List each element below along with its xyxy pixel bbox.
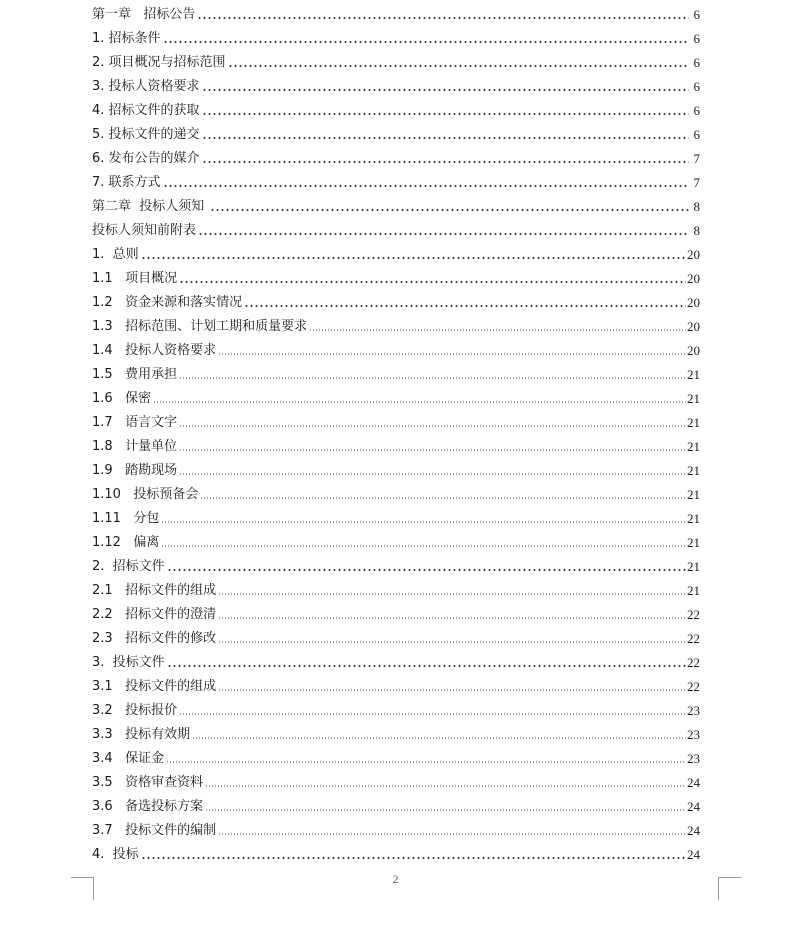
toc-entry-page-number[interactable]: 20 <box>687 271 700 286</box>
toc-dot-leader <box>244 304 686 308</box>
toc-entry-page-number[interactable]: 24 <box>687 775 700 790</box>
toc-entry-title[interactable]: 第二章 投标人须知 <box>92 199 209 214</box>
toc-entry-page-number[interactable]: 6 <box>693 79 700 94</box>
toc-entry-title[interactable]: 3.3 投标有效期 <box>92 727 191 742</box>
toc-entry-title[interactable]: 1.4 投标人资格要求 <box>92 343 217 358</box>
toc-entry[interactable] <box>92 312 700 336</box>
toc-entry-page-number[interactable]: 21 <box>687 559 700 574</box>
toc-entry-title[interactable]: 1.1 项目概况 <box>92 271 178 286</box>
toc-entry-page-number[interactable]: 8 <box>693 199 700 214</box>
toc-entry-page-number[interactable]: 21 <box>687 439 700 454</box>
table-of-contents <box>92 0 700 864</box>
toc-dot-leader <box>179 448 686 452</box>
toc-entry-title[interactable]: 1.3 招标范围、计划工期和质量要求 <box>92 319 308 334</box>
toc-entry-title[interactable]: 3. 投标文件 <box>92 655 165 670</box>
toc-entry[interactable] <box>92 336 700 360</box>
toc-entry[interactable] <box>92 360 700 384</box>
toc-entry[interactable] <box>92 552 700 576</box>
toc-entry-title[interactable]: 3.7 投标文件的编制 <box>92 823 217 838</box>
toc-entry-title[interactable]: 4. 投标 <box>92 847 139 862</box>
toc-entry-title[interactable]: 3.5 资格审查资料 <box>92 775 204 790</box>
toc-entry-page-number[interactable]: 20 <box>687 343 700 358</box>
toc-dot-leader <box>200 496 686 500</box>
toc-entry-page-number[interactable]: 21 <box>687 511 700 526</box>
toc-entry-title[interactable]: 第一章 招标公告 <box>92 7 196 22</box>
toc-entry-title[interactable]: 1.12 偏离 <box>92 535 160 550</box>
toc-dot-leader <box>141 856 686 860</box>
toc-entry-title[interactable]: 1. 招标条件 <box>92 31 161 46</box>
toc-dot-leader <box>218 688 686 692</box>
toc-entry-page-number[interactable]: 20 <box>687 319 700 334</box>
toc-entry-page-number[interactable]: 6 <box>693 31 700 46</box>
toc-entry-title[interactable]: 1.11 分包 <box>92 511 160 526</box>
toc-dot-leader <box>228 64 689 68</box>
toc-dot-leader <box>179 376 686 380</box>
toc-entry-title[interactable]: 3.4 保证金 <box>92 751 165 766</box>
toc-entry-page-number[interactable]: 22 <box>687 655 700 670</box>
toc-entry[interactable] <box>92 72 700 96</box>
toc-entry-title[interactable]: 2.2 招标文件的澄清 <box>92 607 217 622</box>
toc-entry-page-number[interactable]: 21 <box>687 487 700 502</box>
toc-dot-leader <box>202 88 689 92</box>
toc-dot-leader <box>153 400 686 404</box>
toc-dot-leader <box>167 664 686 668</box>
toc-entry-title[interactable]: 1.6 保密 <box>92 391 152 406</box>
toc-dot-leader <box>218 640 686 644</box>
toc-dot-leader <box>218 352 686 356</box>
toc-dot-leader <box>218 616 686 620</box>
toc-entry[interactable] <box>92 24 700 48</box>
toc-entry-title[interactable]: 2. 招标文件 <box>92 559 165 574</box>
toc-entry[interactable] <box>92 0 700 24</box>
toc-entry-title[interactable]: 1.5 费用承担 <box>92 367 178 382</box>
toc-entry-page-number[interactable]: 21 <box>687 535 700 550</box>
toc-entry[interactable] <box>92 96 700 120</box>
toc-dot-leader <box>179 280 686 284</box>
toc-entry-page-number[interactable]: 21 <box>687 415 700 430</box>
toc-entry[interactable] <box>92 192 700 216</box>
toc-entry[interactable] <box>92 648 700 672</box>
toc-entry-title[interactable]: 1. 总则 <box>92 247 139 262</box>
toc-entry-page-number[interactable]: 6 <box>693 127 700 142</box>
toc-dot-leader <box>179 472 686 476</box>
toc-dot-leader <box>161 520 686 524</box>
toc-entry-page-number[interactable]: 21 <box>687 583 700 598</box>
toc-entry-title[interactable]: 3.2 投标报价 <box>92 703 178 718</box>
toc-entry-title[interactable]: 4. 招标文件的获取 <box>92 103 200 118</box>
toc-entry[interactable] <box>92 240 700 264</box>
toc-dot-leader <box>167 568 686 572</box>
toc-dot-leader <box>210 208 689 212</box>
toc-entry[interactable] <box>92 840 700 864</box>
toc-entry[interactable] <box>92 720 700 744</box>
toc-entry-title[interactable]: 5. 投标文件的递交 <box>92 127 200 142</box>
toc-dot-leader <box>179 712 686 716</box>
toc-entry[interactable] <box>92 816 700 840</box>
page-corner-mark-right <box>718 877 741 900</box>
toc-entry-title[interactable]: 2.3 招标文件的修改 <box>92 631 217 646</box>
toc-dot-leader <box>179 424 686 428</box>
toc-entry[interactable] <box>92 408 700 432</box>
toc-entry-page-number[interactable]: 6 <box>693 55 700 70</box>
toc-entry-page-number[interactable]: 7 <box>693 175 700 190</box>
toc-entry-page-number[interactable]: 21 <box>687 367 700 382</box>
toc-entry-title[interactable]: 2. 项目概况与招标范围 <box>92 55 226 70</box>
page-corner-mark-left <box>71 877 94 900</box>
toc-entry[interactable] <box>92 216 700 240</box>
toc-entry[interactable] <box>92 456 700 480</box>
toc-entry-page-number[interactable]: 23 <box>687 703 700 718</box>
toc-entry[interactable] <box>92 48 700 72</box>
toc-entry-title[interactable]: 1.7 语言文字 <box>92 415 178 430</box>
toc-entry-page-number[interactable]: 6 <box>693 103 700 118</box>
toc-entry-title[interactable]: 1.8 计量单位 <box>92 439 178 454</box>
toc-entry-page-number[interactable]: 23 <box>687 751 700 766</box>
toc-entry-title[interactable]: 3.6 备选投标方案 <box>92 799 204 814</box>
toc-dot-leader <box>218 832 686 836</box>
toc-entry[interactable] <box>92 744 700 768</box>
toc-entry-page-number[interactable]: 8 <box>693 223 700 238</box>
toc-entry-page-number[interactable]: 6 <box>693 7 700 22</box>
toc-entry[interactable] <box>92 432 700 456</box>
toc-entry-page-number[interactable]: 22 <box>687 679 700 694</box>
toc-dot-leader <box>202 160 689 164</box>
toc-dot-leader <box>192 736 686 740</box>
toc-entry-title[interactable]: 1.2 资金来源和落实情况 <box>92 295 243 310</box>
toc-entry[interactable] <box>92 168 700 192</box>
toc-entry-page-number[interactable]: 7 <box>693 151 700 166</box>
toc-entry[interactable] <box>92 768 700 792</box>
toc-entry-page-number[interactable]: 21 <box>687 463 700 478</box>
toc-entry-title[interactable]: 投标人须知前附表 <box>92 223 197 238</box>
toc-dot-leader <box>205 784 686 788</box>
toc-entry-title[interactable]: 6. 发布公告的媒介 <box>92 151 200 166</box>
toc-entry[interactable] <box>92 384 700 408</box>
toc-dot-leader <box>163 40 689 44</box>
toc-entry-title[interactable]: 2.1 招标文件的组成 <box>92 583 217 598</box>
toc-entry[interactable] <box>92 576 700 600</box>
toc-entry-title[interactable]: 1.9 踏勘现场 <box>92 463 178 478</box>
toc-entry-page-number[interactable]: 20 <box>687 247 700 262</box>
toc-entry[interactable] <box>92 624 700 648</box>
toc-entry-page-number[interactable]: 24 <box>687 799 700 814</box>
toc-entry[interactable] <box>92 672 700 696</box>
toc-entry[interactable] <box>92 144 700 168</box>
toc-dot-leader <box>309 328 686 332</box>
page-number: 2 <box>392 872 399 886</box>
toc-dot-leader <box>205 808 686 812</box>
toc-entry[interactable] <box>92 792 700 816</box>
toc-entry[interactable] <box>92 120 700 144</box>
toc-dot-leader <box>202 112 689 116</box>
toc-dot-leader <box>198 232 689 236</box>
toc-entry[interactable] <box>92 480 700 504</box>
toc-dot-leader <box>197 16 689 20</box>
toc-entry-page-number[interactable]: 20 <box>687 295 700 310</box>
toc-entry[interactable] <box>92 504 700 528</box>
toc-entry[interactable] <box>92 696 700 720</box>
toc-entry-page-number[interactable]: 22 <box>687 607 700 622</box>
toc-dot-leader <box>218 592 686 596</box>
toc-entry-title[interactable]: 7. 联系方式 <box>92 175 161 190</box>
toc-dot-leader <box>161 544 686 548</box>
toc-entry[interactable] <box>92 600 700 624</box>
toc-entry-title[interactable]: 3.1 投标文件的组成 <box>92 679 217 694</box>
toc-entry-title[interactable]: 3. 投标人资格要求 <box>92 79 200 94</box>
toc-entry-page-number[interactable]: 23 <box>687 727 700 742</box>
toc-entry[interactable] <box>92 264 700 288</box>
toc-entry-page-number[interactable]: 21 <box>687 391 700 406</box>
toc-dot-leader <box>141 256 686 260</box>
toc-entry-title[interactable]: 1.10 投标预备会 <box>92 487 199 502</box>
toc-entry-page-number[interactable]: 22 <box>687 631 700 646</box>
toc-entry[interactable] <box>92 528 700 552</box>
toc-entry[interactable] <box>92 288 700 312</box>
toc-dot-leader <box>163 184 689 188</box>
toc-dot-leader <box>166 760 686 764</box>
toc-entry-page-number[interactable]: 24 <box>687 847 700 862</box>
toc-entry-page-number[interactable]: 24 <box>687 823 700 838</box>
toc-dot-leader <box>202 136 689 140</box>
